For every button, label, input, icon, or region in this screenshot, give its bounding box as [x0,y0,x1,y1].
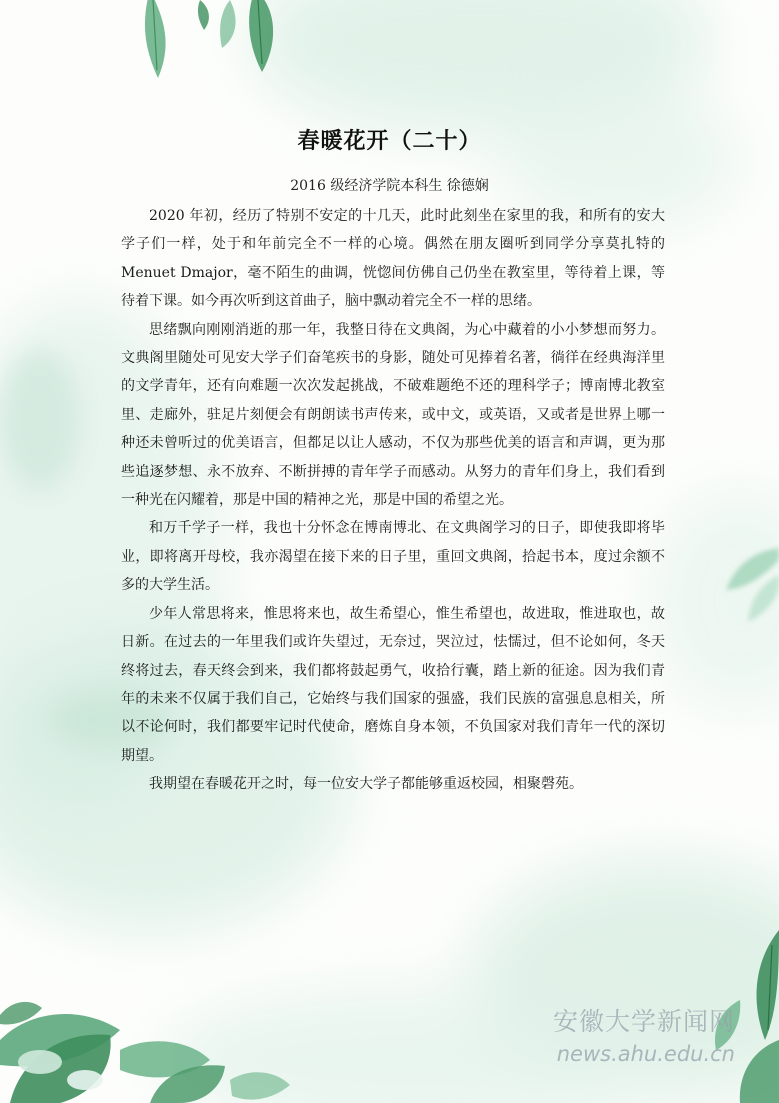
author-line: 2016 级经济学院本科生 徐德娴 [290,178,489,194]
article-body [121,202,665,799]
page-title: 春暖花开（二十） [297,129,482,154]
paragraph: 我期望在春暖花开之时，每一位安大学子都能够重返校园，相聚磬苑。 [149,776,583,793]
watermark-url: news.ahu.edu.cn [556,1042,735,1066]
paragraph: 2020 年初，经历了特别不安定的十几天，此时此刻坐在家里的我，和所有的安大学子们一样，处于和年前完全不一样的心境。偶然在朋友圈听到同学分享莫扎特的 Menuet Dmajor，毫不陌生的曲调，恍惚间仿佛自己仍坐在教室里，等待着上课，等待着下课。如今再次听到这首曲子，脑中飘动着完全不一样的思绪。 [121,208,665,310]
paragraph: 和万千学子一样，我也十分怀念在博南博北、在文典阁学习的日子，即使我即将毕业，即将离开母校，我亦渴望在接下来的日子里，重回文典阁，拾起书本，度过余额不多的大学生活。 [121,520,665,594]
watermark-site-name: 安徽大学新闻网 [552,1007,735,1036]
paragraph: 少年人常思将来，惟思将来也，故生希望心，惟生希望也，故进取，惟进取也，故日新。在过去的一年里我们或许失望过，无奈过，哭泣过，怯懦过，但不论如何，冬天终将过去，春天终会到来，我们都将鼓起勇气，收拾行囊，踏上新的征途。因为我们青年的未来不仅属于我们自己，它始终与我们国家的强盛，我们民族的富强息息相关，所以不论何时，我们都要牢记时代使命，磨炼自身本领，不负国家对我们青年一代的深切期望。 [121,605,665,764]
site-watermark [553,1004,735,1068]
paragraph: 思绪飘向刚刚消逝的那一年，我整日待在文典阁，为心中藏着的小小梦想而努力。文典阁里随处可见安大学子们奋笔疾书的身影，随处可见捧着名著，徜徉在经典海洋里的文学青年，还有向难题一次次发起挑战，不破难题绝不还的理科学子；博南博北教室里、走廊外，驻足片刻便会有朗朗读书声传来，或中文，或英语，又或者是世界上哪一种还未曾听过的优美语言，但都足以让人感动，不仅为那些优美的语言和声调，更为那些追逐梦想、永不放弃、不断拼搏的青年学子而感动。从努力的青年们身上，我们看到一种光在闪耀着，那是中国的精神之光，那是中国的希望之光。 [121,321,665,509]
